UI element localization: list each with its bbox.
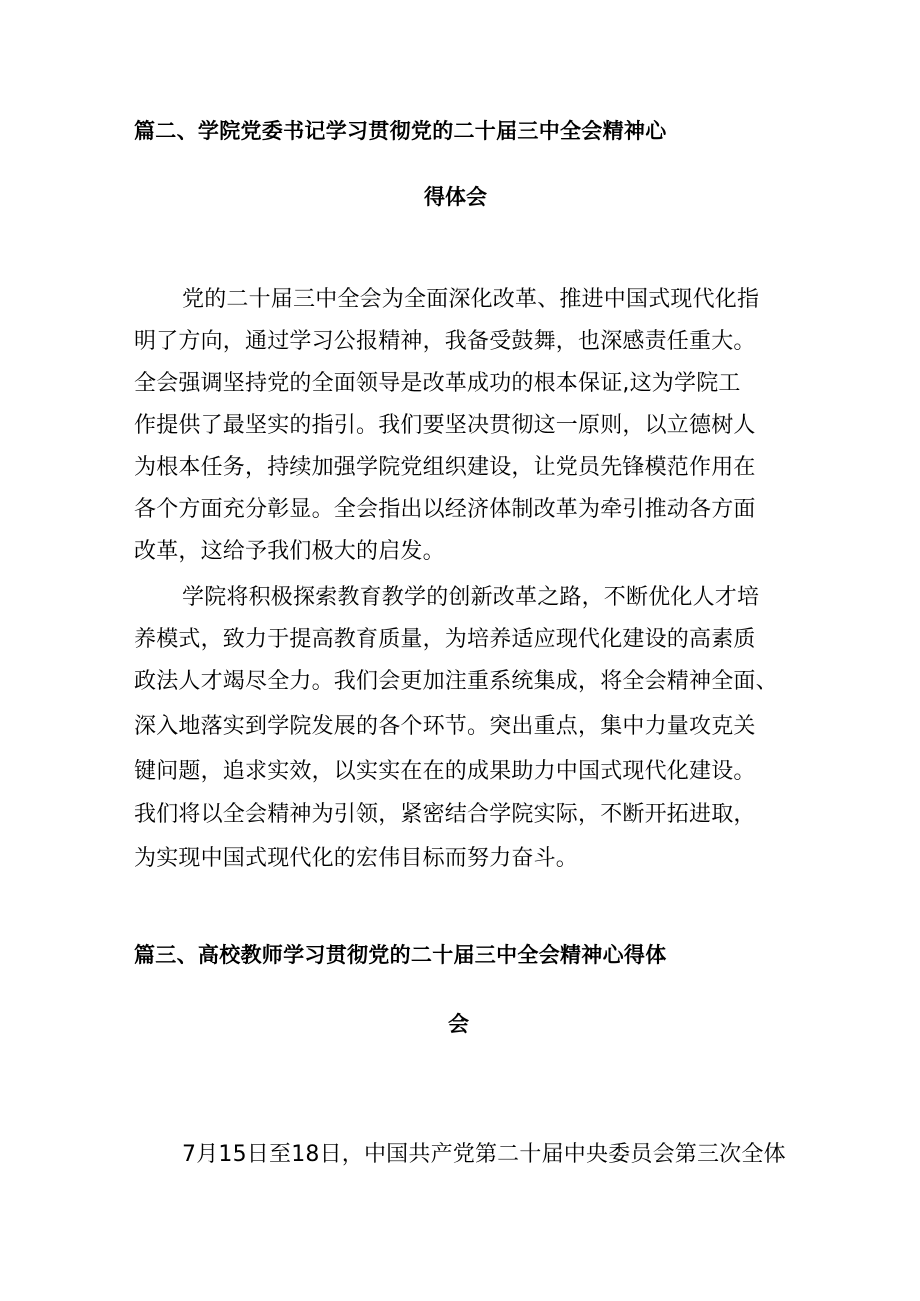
section3-heading-line1: 篇三、高校教师学习贯彻党的二十届三中全会精神心得体 [134, 943, 667, 967]
section2-paragraph2-line: 养模式，致力于提高教育质量，为培养适应现代化建设的高素质 [134, 627, 756, 652]
section3-paragraph1-line: 7月15日至18日，中国共产党第二十届中央委员会第三次全体 [182, 1142, 786, 1167]
section2-paragraph1-line: 为根本任务，持续加强学院党组织建设，让党员先锋模范作用在 [134, 455, 756, 480]
section2-paragraph2-line: 键问题，追求实效，以实实在在的成果助力中国式现代化建设。 [134, 759, 756, 784]
section2-paragraph1-line: 全会强调坚持党的全面领导是改革成功的根本保证,这为学院工 [134, 371, 741, 396]
section2-paragraph1-line: 改革，这给予我们极大的启发。 [134, 539, 445, 564]
section2-paragraph2-line: 为实现中国式现代化的宏伟目标而努力奋斗。 [134, 846, 579, 871]
section3-heading-line2: 会 [448, 1012, 469, 1036]
section2-paragraph1-line: 党的二十届三中全会为全面深化改革、推进中国式现代化指 [182, 287, 760, 312]
section2-paragraph2-line: 我们将以全会精神为引领，紧密结合学院实际，不断开拓进取， [134, 802, 756, 827]
section2-paragraph1-line: 明了方向，通过学习公报精神，我备受鼓舞，也深感责任重大。 [134, 329, 756, 354]
section2-heading-line2: 得体会 [424, 185, 487, 209]
section2-paragraph2-line: 政法人才竭尽全力。我们会更加注重系统集成，将全会精神全面、 [134, 669, 778, 694]
section2-paragraph2-line: 深入地落实到学院发展的各个环节。突出重点，集中力量攻克关 [134, 714, 756, 739]
section2-heading-line1: 篇二、学院党委书记学习贯彻党的二十届三中全会精神心 [134, 119, 667, 143]
section2-paragraph1-line: 各个方面充分彰显。全会指出以经济体制改革为牵引推动各方面 [134, 497, 756, 522]
section2-paragraph2-line: 学院将积极探索教育教学的创新改革之路，不断优化人才培 [182, 585, 760, 610]
section2-paragraph1-line: 作提供了最坚实的指引。我们要坚决贯彻这一原则，以立德树人 [134, 413, 756, 438]
